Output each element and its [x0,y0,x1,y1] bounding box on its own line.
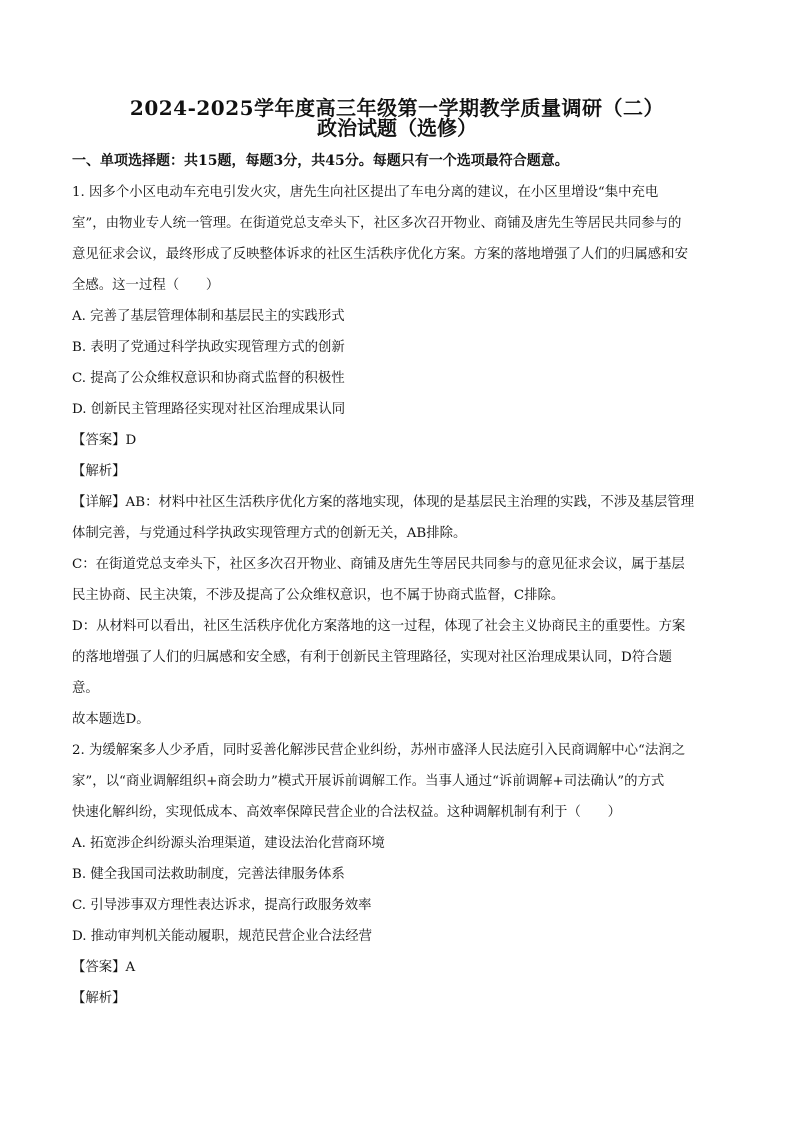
question-stem-line: 室”，由物业专人统一管理。在街道党总支牵头下，社区多次召开物业、商铺及唐先生等居民共同参与的 [72,216,682,231]
detail-line: C：在街道党总支牵头下，社区多次召开物业、商铺及唐先生等居民共同参与的意见征求会议，属于基层 [72,557,685,572]
option-a: A. 拓宽涉企纠纷源头治理渠道，建设法治化营商环境 [72,836,385,851]
detail-line: 意。 [72,681,99,696]
detail-line: 故本题选D。 [72,712,150,727]
question-1 [72,177,718,735]
question-stem-line: 全感。这一过程（ ） [72,278,220,293]
question-stem-line: 1. 因多个小区电动车充电引发火灾，唐先生向社区提出了车电分离的建议，在小区里增设“集中充电 [72,185,659,200]
option-b: B. 表明了党通过科学执政实现管理方式的创新 [72,340,345,355]
option-d: D. 推动审判机关能动履职，规范民营企业合法经营 [72,929,372,944]
option-d: D. 创新民主管理路径实现对社区治理成果认同 [72,402,346,417]
answer-line: 【答案】D [72,433,137,448]
section-heading: 一、单项选择题：共15题，每题3分，共45分。每题只有一个选项最符合题意。 [72,153,569,169]
detail-line: 【详解】AB：材料中社区生活秩序优化方案的落地实现，体现的是基层民主治理的实践，不涉及基层管理 [72,495,695,510]
question-2 [72,735,718,1014]
detail-line: 体制完善，与党通过科学执政实现管理方式的创新无关，AB排除。 [72,526,467,541]
answer-line: 【答案】A [72,960,136,975]
analysis-label: 【解析】 [72,991,126,1006]
detail-line: D：从材料可以看出，社区生活秩序优化方案落地的这一过程，体现了社会主义协商民主的重要性。方案 [72,619,686,634]
question-stem-line: 快速化解纠纷，实现低成本、高效率保障民营企业的合法权益。这种调解机制有利于（ ） [72,805,622,820]
page-subtitle: 政治试题（选修） [317,116,477,140]
detail-line: 民主协商、民主决策，不涉及提高了公众维权意识，也不属于协商式监督，C排除。 [72,588,565,603]
question-stem-line: 意见征求会议，最终形成了反映整体诉求的社区生活秩序优化方案。方案的落地增强了人们的归属感和安 [72,247,688,262]
option-b: B. 健全我国司法救助制度，完善法律服务体系 [72,867,345,882]
option-c: C. 提高了公众维权意识和协商式监督的积极性 [72,371,345,386]
option-a: A. 完善了基层管理体制和基层民主的实践形式 [72,309,345,324]
detail-line: 的落地增强了人们的归属感和安全感，有利于创新民主管理路径，实现对社区治理成果认同，D符合题 [72,650,672,665]
option-c: C. 引导涉事双方理性表达诉求，提高行政服务效率 [72,898,372,913]
document-body [72,146,718,1014]
question-stem-line: 2. 为缓解案多人少矛盾，同时妥善化解涉民营企业纠纷，苏州市盛泽人民法庭引入民商调解中心“法润之 [72,743,686,758]
page-title: 2024-2025学年度高三年级第一学期教学质量调研（二） [129,96,665,120]
question-stem-line: 家”，以“商业调解组织+商会助力”模式开展诉前调解工作。当事人通过“诉前调解+司法确认”的方式 [72,774,665,789]
analysis-label: 【解析】 [72,464,126,479]
